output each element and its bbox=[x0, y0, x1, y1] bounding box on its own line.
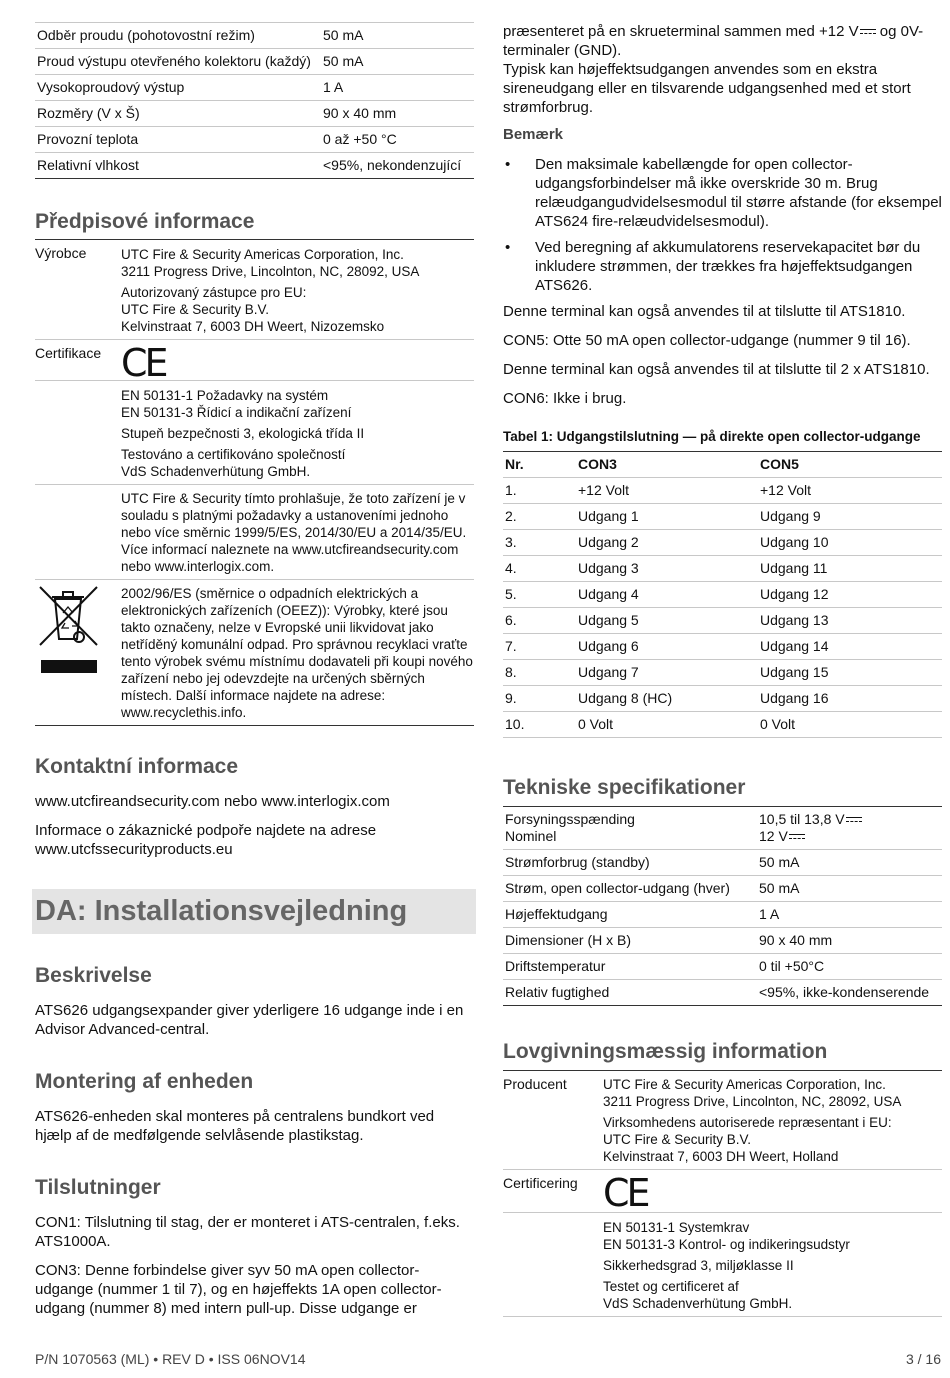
spec-value: 50 mA bbox=[323, 53, 364, 69]
table-row bbox=[503, 686, 942, 712]
spec-value-text: 12 V bbox=[759, 828, 788, 844]
spec-value: 0 až +50 °C bbox=[323, 131, 397, 147]
table-cell: 3. bbox=[503, 530, 576, 556]
standard-line: EN 50131-1 Systemkrav bbox=[603, 1220, 750, 1235]
con3-text: CON3: Denne forbindelse giver syv 50 mA open collector-udgange (nummer 1 til 7), og en højeffekts 1A open collector-udgang (nummer 8) med intern pull-up. Disse udgange er bbox=[35, 1262, 442, 1317]
section-heading: Kontaktní informace bbox=[35, 755, 239, 778]
table-cell: 0 Volt bbox=[576, 712, 758, 738]
table-cell: Udgang 1 bbox=[576, 504, 758, 530]
section-heading: Lovgivningsmæssig information bbox=[503, 1040, 828, 1063]
rep-address: Kelvinstraat 7, 6003 DH Weert, Nizozemsko bbox=[121, 319, 385, 334]
weee-bin-icon bbox=[35, 583, 101, 675]
spec-label: Proud výstupu otevřeného kolektoru (každý) bbox=[37, 53, 311, 69]
dc-voltage-icon bbox=[846, 815, 862, 825]
table-cell: +12 Volt bbox=[576, 478, 758, 504]
da-regulatory-table bbox=[503, 1070, 942, 1317]
table-cell: 10. bbox=[503, 712, 576, 738]
ce-mark-icon: CE bbox=[121, 341, 166, 385]
table-row bbox=[503, 928, 942, 954]
table-row bbox=[503, 1213, 942, 1317]
table-row bbox=[503, 660, 942, 686]
table-cell: Udgang 11 bbox=[758, 556, 942, 582]
section-heading: Tilslutninger bbox=[35, 1176, 161, 1199]
table-cell: Udgang 4 bbox=[576, 582, 758, 608]
section-heading: Tekniske specifikationer bbox=[503, 776, 746, 799]
producer-name: UTC Fire & Security Americas Corporation, Inc. bbox=[603, 1077, 886, 1092]
table-row bbox=[503, 530, 942, 556]
spec-value: 1 A bbox=[323, 79, 344, 95]
spec-label: Relativ fugtighed bbox=[505, 984, 610, 1000]
da-spec-table bbox=[503, 806, 942, 1006]
table-row bbox=[503, 807, 942, 850]
table-row bbox=[35, 381, 474, 485]
description-text: ATS626 udgangsexpander giver yderligere 16 udgange inde i en Advisor Advanced-central. bbox=[35, 1002, 464, 1038]
ce-mark-icon: CE bbox=[603, 1171, 648, 1215]
spec-label: Provozní teplota bbox=[37, 131, 139, 147]
table-row bbox=[503, 608, 942, 634]
table-row bbox=[503, 556, 942, 582]
table-row bbox=[503, 876, 942, 902]
paragraph: CON5: Otte 50 mA open collector-udgange (nummer 9 til 16). bbox=[503, 332, 911, 349]
paragraph: CON6: Ikke i brug. bbox=[503, 390, 627, 407]
table-cell: Udgang 9 bbox=[758, 504, 942, 530]
column-header: CON3 bbox=[576, 452, 758, 478]
spec-label: Forsyningsspænding bbox=[505, 811, 635, 827]
table-row bbox=[503, 1170, 942, 1213]
tested-line: VdS Schadenverhütung GmbH. bbox=[121, 464, 311, 479]
table-row bbox=[503, 634, 942, 660]
table-row bbox=[35, 75, 474, 101]
section-heading: Montering af enheden bbox=[35, 1070, 254, 1093]
producer-address: 3211 Progress Drive, Lincolnton, NC, 28092, USA bbox=[603, 1094, 902, 1109]
spec-value: 0 til +50°C bbox=[759, 958, 825, 974]
rep-name: UTC Fire & Security B.V. bbox=[603, 1132, 752, 1147]
table-cell: Udgang 14 bbox=[758, 634, 942, 660]
tested-line: Testováno a certifikováno společností bbox=[121, 447, 346, 462]
cz-regulatory-table bbox=[35, 239, 474, 726]
row-label: Certifikace bbox=[35, 345, 102, 361]
rep-address: Kelvinstraat 7, 6003 DH Weert, Holland bbox=[603, 1149, 839, 1164]
tested-line: VdS Schadenverhütung GmbH. bbox=[603, 1296, 793, 1311]
table-cell: Udgang 15 bbox=[758, 660, 942, 686]
section-heading: Beskrivelse bbox=[35, 964, 152, 987]
page-number: 3 / 16 bbox=[905, 1351, 941, 1367]
table-row bbox=[503, 1071, 942, 1170]
rep-label: Virksomhedens autoriserede repræsentant i EU: bbox=[603, 1115, 892, 1130]
table-row bbox=[503, 504, 942, 530]
table-cell: 7. bbox=[503, 634, 576, 660]
page-footer bbox=[35, 1351, 941, 1367]
table-cell: Udgang 2 bbox=[576, 530, 758, 556]
spec-label: Rozměry (V x Š) bbox=[37, 105, 140, 121]
table-cell: 0 Volt bbox=[758, 712, 942, 738]
left-column bbox=[35, 0, 474, 1318]
cz-spec-table bbox=[35, 22, 474, 179]
spec-label: Odběr proudu (pohotovostní režim) bbox=[37, 27, 255, 43]
table-header-row bbox=[503, 452, 942, 478]
bullet-text: Ved beregning af akkumulatorens reservekapacitet bør du inkludere strømmen, der trækkes fra højeffektsudgangen ATS626. bbox=[535, 239, 921, 294]
weee-text: 2002/96/ES (směrnice o odpadních elektrických a elektronických zařízeních (OEEZ)): Výrobky, které jsou takto označeny, nelze v Evropské unii likvidovat jako netříděný komunální odpad. Pro správnou recyklaci vraťte tento výrobek svému místnímu dodavateli při koupi nového zařízení nebo jej odevzdejte na určených sběrných místech. Další informace najdete na adrese: www.recyclethis.info. bbox=[121, 586, 473, 720]
spec-value bbox=[759, 828, 942, 845]
manufacturer-address: 3211 Progress Drive, Lincolnton, NC, 28092, USA bbox=[121, 264, 420, 279]
table-row bbox=[503, 954, 942, 980]
table-cell: 2. bbox=[503, 504, 576, 530]
part-number: P/N 1070563 (ML) • REV D • ISS 06NOV14 bbox=[35, 1351, 306, 1367]
spec-label: Dimensioner (H x B) bbox=[505, 932, 632, 948]
table-cell: 5. bbox=[503, 582, 576, 608]
table-cell: Udgang 10 bbox=[758, 530, 942, 556]
output-table bbox=[503, 451, 942, 738]
contact-support: Informace o zákaznické podpoře najdete na adrese www.utcfssecurityproducts.eu bbox=[35, 822, 377, 858]
page-title: DA: Installationsvejledning bbox=[32, 889, 476, 934]
spec-value: 50 mA bbox=[323, 27, 364, 43]
table-row bbox=[35, 127, 474, 153]
dc-voltage-icon bbox=[860, 27, 876, 37]
contact-links: www.utcfireandsecurity.com nebo www.interlogix.com bbox=[35, 793, 390, 810]
paragraph: Denne terminal kan også anvendes til at tilslutte til 2 x ATS1810. bbox=[503, 361, 930, 378]
grade-line: Sikkerhedsgrad 3, miljøklasse II bbox=[603, 1258, 794, 1273]
bullet-marker: • bbox=[505, 239, 511, 256]
spec-label: Strøm, open collector-udgang (hver) bbox=[505, 880, 730, 896]
row-label: Producent bbox=[503, 1076, 567, 1092]
table-cell: Udgang 6 bbox=[576, 634, 758, 660]
note-list bbox=[503, 155, 942, 295]
table-cell: Udgang 3 bbox=[576, 556, 758, 582]
table-cell: 6. bbox=[503, 608, 576, 634]
table-row bbox=[35, 240, 474, 340]
manufacturer-name: UTC Fire & Security Americas Corporation, Inc. bbox=[121, 247, 404, 262]
spec-label: Nominel bbox=[505, 828, 557, 844]
list-item bbox=[503, 238, 942, 295]
table-row bbox=[35, 485, 474, 580]
spec-label: Højeffektudgang bbox=[505, 906, 608, 922]
table-cell: 1. bbox=[503, 478, 576, 504]
table-row bbox=[503, 712, 942, 738]
standard-line: EN 50131-3 Kontrol- og indikeringsudstyr bbox=[603, 1237, 850, 1252]
spec-value: <95%, ikke-kondenserende bbox=[759, 984, 930, 1000]
rep-name: UTC Fire & Security B.V. bbox=[121, 302, 270, 317]
table-cell: Udgang 5 bbox=[576, 608, 758, 634]
table-caption: Tabel 1: Udgangstilslutning — på direkte open collector-udgange bbox=[503, 429, 921, 444]
spec-value: 50 mA bbox=[759, 854, 800, 870]
rep-label: Autorizovaný zástupce pro EU: bbox=[121, 285, 307, 300]
spec-label: Relativní vlhkost bbox=[37, 157, 139, 173]
paragraph: Denne terminal kan også anvendes til at tilslutte til ATS1810. bbox=[503, 303, 906, 320]
table-cell: Udgang 13 bbox=[758, 608, 942, 634]
table-cell: 8. bbox=[503, 660, 576, 686]
spec-value bbox=[759, 811, 942, 828]
table-cell: 9. bbox=[503, 686, 576, 712]
spec-value: 90 x 40 mm bbox=[759, 932, 833, 948]
table-row bbox=[503, 850, 942, 876]
con3-cont-part: og 0V-terminaler (GND). bbox=[503, 23, 924, 59]
column-header: CON5 bbox=[758, 452, 942, 478]
spec-label: Vysokoproudový výstup bbox=[37, 79, 185, 95]
table-row bbox=[503, 478, 942, 504]
spec-label: Driftstemperatur bbox=[505, 958, 606, 974]
spec-value-text: 10,5 til 13,8 V bbox=[759, 811, 845, 827]
table-row bbox=[35, 101, 474, 127]
spec-value: <95%, nekondenzující bbox=[323, 157, 462, 173]
con3-continued-text bbox=[503, 22, 942, 60]
table-cell: Udgang 12 bbox=[758, 582, 942, 608]
table-row bbox=[503, 902, 942, 928]
standard-line: EN 50131-3 Řídicí a indikační zařízení bbox=[121, 405, 352, 420]
table-row bbox=[35, 153, 474, 179]
spec-value: 90 x 40 mm bbox=[323, 105, 397, 121]
table-cell: +12 Volt bbox=[758, 478, 942, 504]
tested-line: Testet og certificeret af bbox=[603, 1279, 739, 1294]
table-row bbox=[35, 23, 474, 49]
con1-text: CON1: Tilslutning til stag, der er monteret i ATS-centralen, f.eks. ATS1000A. bbox=[35, 1214, 460, 1250]
bullet-marker: • bbox=[505, 156, 511, 173]
dc-voltage-icon bbox=[789, 832, 805, 842]
column-header: Nr. bbox=[503, 452, 576, 478]
table-cell: Udgang 7 bbox=[576, 660, 758, 686]
right-column bbox=[503, 0, 942, 1317]
note-label: Bemærk bbox=[503, 126, 564, 143]
high-power-text: Typisk kan højeffektsudgangen anvendes som en ekstra sireneudgang eller en tilsvarende udgangsenhed med et stort strømforbrug. bbox=[503, 61, 911, 116]
mounting-text: ATS626-enheden skal monteres på centralens bundkort ved hjælp af de medfølgende selvlåsende plastikstag. bbox=[35, 1108, 435, 1144]
list-item bbox=[503, 155, 942, 231]
con3-cont-part: præsenteret på en skrueterminal sammen med +12 V bbox=[503, 23, 859, 40]
standard-line: EN 50131-1 Požadavky na systém bbox=[121, 388, 329, 403]
grade-line: Stupeň bezpečnosti 3, ekologická třída II bbox=[121, 426, 365, 441]
spec-label: Strømforbrug (standby) bbox=[505, 854, 650, 870]
table-cell: 4. bbox=[503, 556, 576, 582]
table-cell: Udgang 8 (HC) bbox=[576, 686, 758, 712]
table-row bbox=[503, 582, 942, 608]
bullet-text: Den maksimale kabellængde for open collector-udgangsforbindelser må ikke overskride 30 m. Brug relæudgangudvidelsesmodul til større afstande (for eksempel ATS624 fire-relæudvidelsesmodul). bbox=[535, 156, 942, 230]
table-row bbox=[503, 980, 942, 1006]
spec-value: 1 A bbox=[759, 906, 780, 922]
row-label: Výrobce bbox=[35, 245, 87, 261]
declaration-text: UTC Fire & Security tímto prohlašuje, že toto zařízení je v souladu s platnými požadavky a ustanoveními jednoho nebo více směrnic 1999/5/ES, 2014/30/EU a 2014/35/EU. Více informací naleznete na www.utcfireandsecurity.com nebo www.interlogix.com. bbox=[121, 491, 467, 574]
section-heading: Předpisové informace bbox=[35, 210, 255, 233]
table-row bbox=[35, 340, 474, 385]
table-row bbox=[35, 49, 474, 75]
table-row bbox=[35, 580, 474, 726]
table-cell: Udgang 16 bbox=[758, 686, 942, 712]
spec-value: 50 mA bbox=[759, 880, 800, 896]
row-label: Certificering bbox=[503, 1175, 578, 1191]
